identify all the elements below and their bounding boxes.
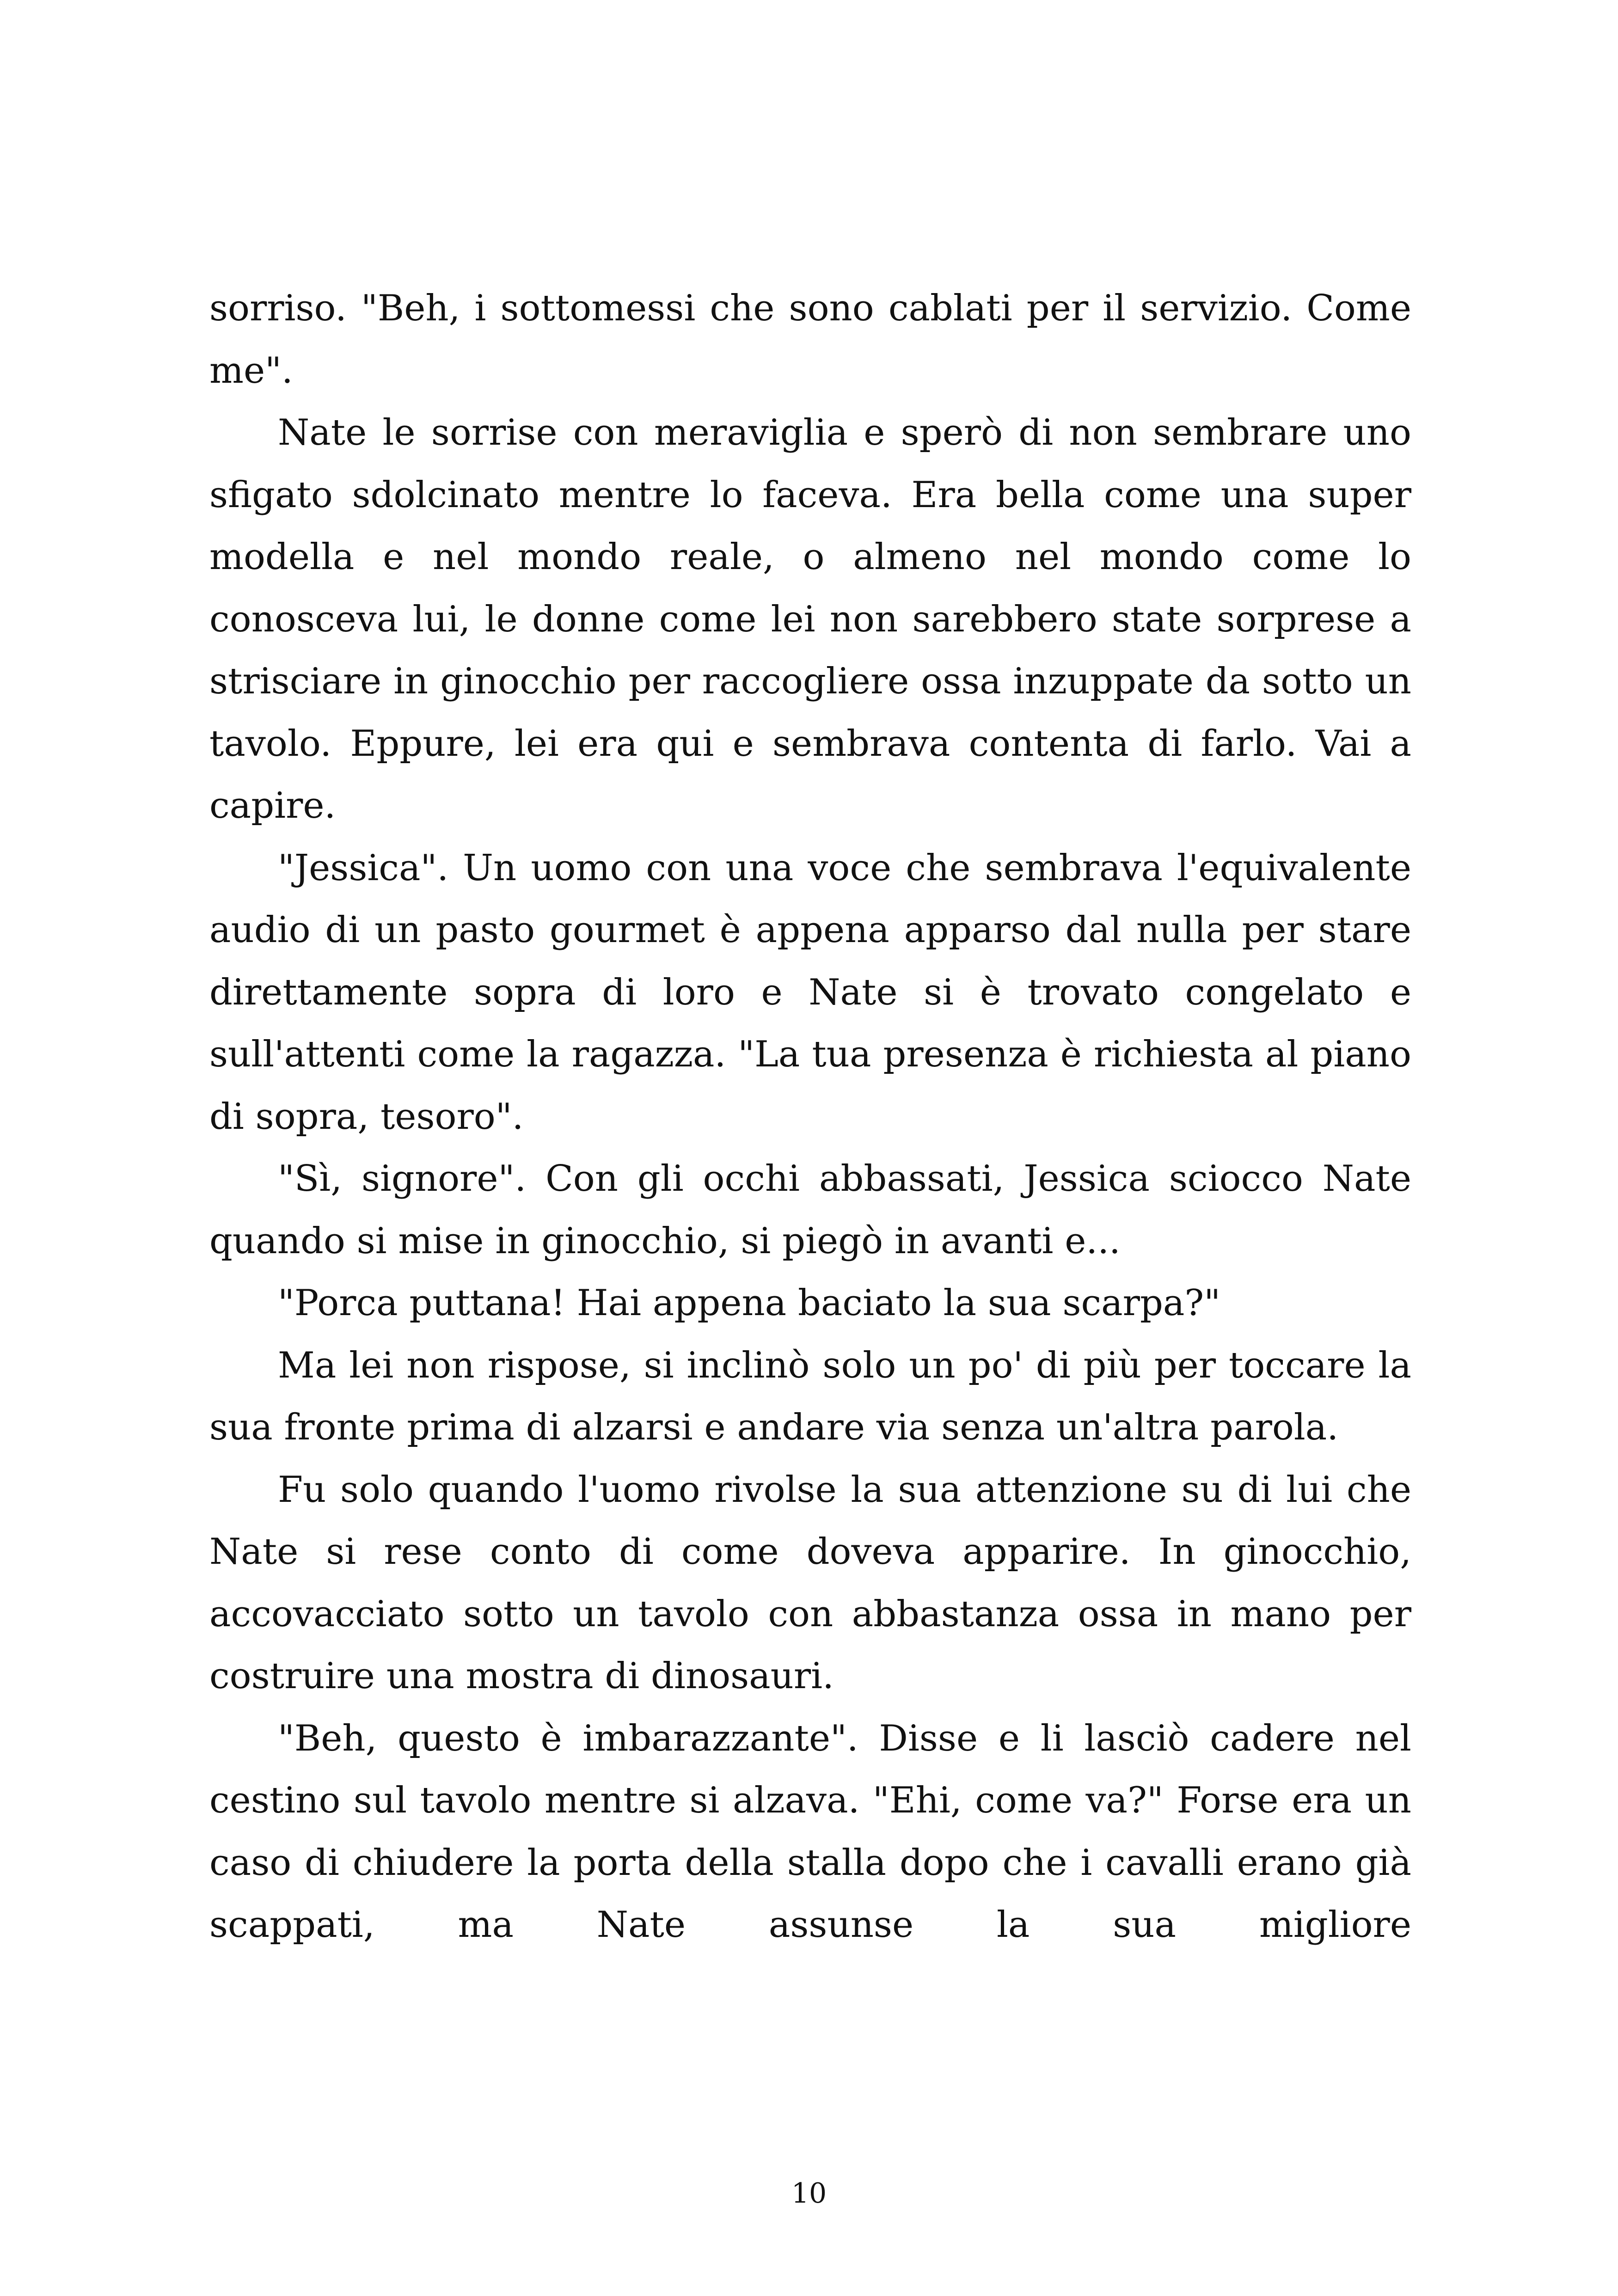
paragraph-3: "Jessica". Un uomo con una voce che sembrava l'equivalente audio di un pasto gourmet è appena apparso dal nulla per stare direttamente sopra di loro e Nate si è trovato congelato e sull'attenti come la ragazza. "La tua presenza è richiesta al piano di sopra, tesoro". xyxy=(209,847,1411,1138)
paragraph-8: "Beh, questo è imbarazzante". Disse e li lasciò cadere nel cestino sul tavolo mentre si alzava. "Ehi, come va?" Forse era un caso di chiudere la porta della stalla dopo che i cavalli erano già scappati, ma Nate assunse la sua migliore xyxy=(209,1717,1411,1946)
paragraph-4: "Sì, signore". Con gli occhi abbassati, Jessica sciocco Nate quando si mise in ginocchio, si piegò in avanti e... xyxy=(209,1158,1411,1262)
paragraph-7: Fu solo quando l'uomo rivolse la sua attenzione su di lui che Nate si rese conto di come doveva apparire. In ginocchio, accovacciato sotto un tavolo con abbastanza ossa in mano per costruire una mostra di dinosauri. xyxy=(209,1469,1411,1697)
page-number: 10 xyxy=(791,2177,827,2210)
paragraph-2: Nate le sorrise con meraviglia e sperò di non sembrare uno sfigato sdolcinato mentre lo faceva. Era bella come una super modella e nel mondo reale, o almeno nel mondo come lo conosceva lui, le donne come lei non sarebbero state sorprese a strisciare in ginocchio per raccogliere ossa inzuppate da sotto un tavolo. Eppure, lei era qui e sembrava contenta di farlo. Vai a capire. xyxy=(209,412,1411,827)
paragraph-5: "Porca puttana! Hai appena baciato la sua scarpa?" xyxy=(278,1282,1221,1324)
paragraph-1: sorriso. "Beh, i sottomessi che sono cablati per il servizio. Come me". xyxy=(209,288,1411,392)
body-text xyxy=(209,277,1411,1956)
paragraph-6: Ma lei non rispose, si inclinò solo un po' di più per toccare la sua fronte prima di alzarsi e andare via senza un'altra parola. xyxy=(209,1344,1411,1448)
